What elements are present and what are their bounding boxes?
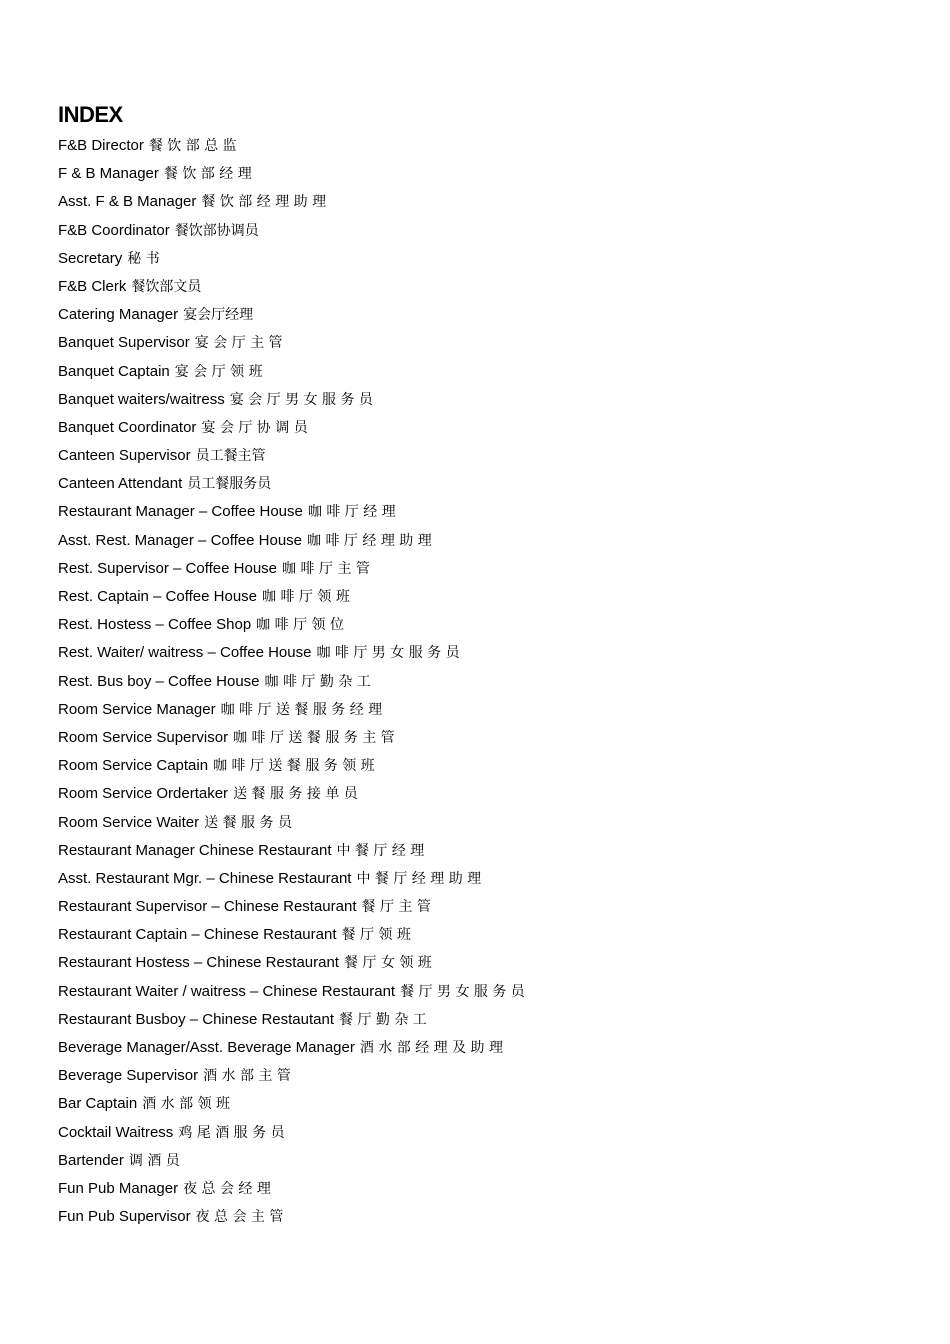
entry-english-title: Restaurant Manager – Coffee House: [58, 503, 303, 521]
entry-english-title: Asst. F & B Manager: [58, 193, 197, 211]
index-entry: [58, 160, 918, 188]
entry-english-title: Rest. Bus boy – Coffee House: [58, 672, 260, 690]
index-entry: [58, 893, 918, 921]
index-entry: [58, 1090, 918, 1118]
entry-english-title: Banquet Captain: [58, 362, 170, 380]
index-entry: [58, 583, 918, 611]
index-entry: [58, 358, 918, 386]
entry-english-title: F&B Coordinator: [58, 221, 170, 239]
index-entry: [58, 1062, 918, 1090]
entry-english-title: Asst. Restaurant Mgr. – Chinese Restaurant: [58, 869, 352, 887]
entry-chinese-title: 宴 会 厅 主 管: [194, 335, 283, 352]
entry-chinese-title: 中 餐 厅 经 理 助 理: [356, 870, 482, 887]
entry-chinese-title: 调 酒 员: [128, 1152, 180, 1169]
entry-english-title: Asst. Rest. Manager – Coffee House: [58, 531, 303, 549]
index-entry: [58, 470, 918, 498]
index-entry: [58, 273, 918, 301]
index-entry: [58, 1203, 918, 1231]
entry-chinese-title: 夜 总 会 经 理: [183, 1180, 271, 1197]
index-entry: [58, 668, 918, 696]
entry-chinese-title: 酒 水 部 主 管: [203, 1068, 291, 1085]
entry-english-title: Bar Captain: [58, 1095, 138, 1113]
entry-chinese-title: 餐饮部文员: [131, 278, 202, 295]
entry-chinese-title: 餐 厅 主 管: [361, 899, 431, 916]
entry-english-title: Restaurant Busboy – Chinese Restautant: [58, 1010, 334, 1028]
entry-chinese-title: 餐 饮 部 经 理: [163, 166, 252, 183]
entry-chinese-title: 鸡 尾 酒 服 务 员: [178, 1124, 285, 1141]
entry-chinese-title: 员工餐主管: [195, 448, 266, 465]
index-entry: [58, 1147, 918, 1175]
index-entry: [58, 1006, 918, 1034]
index-entry: [58, 1034, 918, 1062]
index-entry: [58, 498, 918, 526]
index-entry: [58, 132, 918, 160]
entry-english-title: Restaurant Hostess – Chinese Restaurant: [58, 954, 339, 972]
entry-chinese-title: 送 餐 服 务 接 单 员: [233, 786, 358, 803]
entry-chinese-title: 咖 啡 厅 领 班: [262, 589, 350, 605]
entry-chinese-title: 员工餐服务员: [187, 476, 272, 493]
document-page: [58, 100, 918, 1231]
index-entry: [58, 752, 918, 780]
entry-english-title: Banquet waiters/waitress: [58, 390, 225, 408]
index-entry: [58, 611, 918, 639]
entry-chinese-title: 咖 啡 厅 经 理 助 理: [307, 532, 432, 549]
entry-chinese-title: 夜 总 会 主 管: [195, 1209, 284, 1226]
entry-chinese-title: 餐 厅 勤 杂 工: [339, 1011, 427, 1028]
entry-chinese-title: 咖 啡 厅 勤 杂 工: [264, 673, 371, 690]
entry-chinese-title: 咖 啡 厅 经 理: [307, 504, 396, 521]
entry-chinese-title: 宴 会 厅 领 班: [174, 363, 263, 380]
entry-chinese-title: 咖 啡 厅 男 女 服 务 员: [316, 645, 460, 662]
entry-english-title: Room Service Waiter: [58, 813, 200, 831]
index-entry: [58, 921, 918, 949]
index-entry: [58, 865, 918, 893]
entry-chinese-title: 宴会厅经理: [183, 307, 254, 324]
entry-english-title: Room Service Supervisor: [58, 728, 229, 746]
entry-english-title: Restaurant Supervisor – Chinese Restaurant: [58, 898, 357, 916]
index-entry: [58, 809, 918, 837]
entry-chinese-title: 餐饮部协调员: [174, 222, 259, 239]
entry-english-title: Rest. Waiter/ waitress – Coffee House: [58, 644, 312, 662]
entry-english-title: Room Service Manager: [58, 700, 216, 718]
index-entry: [58, 978, 918, 1006]
index-entry: [58, 217, 918, 245]
entry-english-title: Secretary: [58, 249, 123, 267]
entry-chinese-title: 秘 书: [127, 250, 160, 267]
index-entry: [58, 780, 918, 808]
index-entry: [58, 442, 918, 470]
index-entry: [58, 386, 918, 414]
entry-chinese-title: 餐 厅 男 女 服 务 员: [400, 983, 525, 1000]
entry-english-title: Room Service Ordertaker: [58, 785, 229, 803]
entry-english-title: Restaurant Manager Chinese Restaurant: [58, 841, 332, 859]
index-entry: [58, 696, 918, 724]
entry-english-title: Cocktail Waitress: [58, 1123, 174, 1141]
index-entry: [58, 245, 918, 273]
entry-english-title: Canteen Supervisor: [58, 447, 191, 465]
entry-english-title: F&B Director: [58, 137, 144, 154]
entry-english-title: Banquet Supervisor: [58, 334, 190, 352]
entry-english-title: F & B Manager: [58, 165, 159, 183]
entry-english-title: Rest. Supervisor – Coffee House: [58, 559, 278, 577]
index-entry: [58, 301, 918, 329]
index-entry: [58, 555, 918, 583]
entry-chinese-title: 餐 厅 女 领 班: [343, 955, 432, 972]
entry-chinese-title: 送 餐 服 务 员: [204, 814, 292, 831]
entry-english-title: Rest. Hostess – Coffee Shop: [58, 616, 252, 634]
index-heading: INDEX: [58, 102, 123, 127]
index-entry: [58, 414, 918, 442]
entry-chinese-title: 咖 啡 厅 领 位: [256, 617, 344, 634]
entry-chinese-title: 咖 啡 厅 送 餐 服 务 经 理: [220, 701, 383, 718]
index-entry: [58, 1175, 918, 1203]
entry-chinese-title: 中 餐 厅 经 理: [336, 842, 425, 859]
entry-chinese-title: 宴 会 厅 男 女 服 务 员: [229, 391, 373, 408]
entry-english-title: Beverage Manager/Asst. Beverage Manager: [58, 1039, 355, 1056]
index-entry: [58, 188, 918, 216]
entry-english-title: Canteen Attendant: [58, 475, 183, 493]
index-entry: [58, 527, 918, 555]
entry-chinese-title: 餐 饮 部 经 理 助 理: [201, 194, 327, 211]
entry-english-title: Beverage Supervisor: [58, 1067, 199, 1085]
entry-english-title: Catering Manager: [58, 306, 179, 324]
entry-english-title: Room Service Captain: [58, 757, 209, 775]
entry-chinese-title: 咖 啡 厅 送 餐 服 务 领 班: [213, 758, 375, 775]
entry-chinese-title: 餐 饮 部 总 监: [148, 138, 237, 154]
entry-english-title: Fun Pub Manager: [58, 1179, 179, 1197]
entry-chinese-title: 餐 厅 领 班: [341, 927, 411, 944]
entry-english-title: Rest. Captain – Coffee House: [58, 588, 258, 605]
entry-english-title: F&B Clerk: [58, 277, 127, 295]
entry-chinese-title: 宴 会 厅 协 调 员: [201, 419, 308, 436]
entry-english-title: Banquet Coordinator: [58, 418, 197, 436]
index-entry: [58, 329, 918, 357]
index-entry: [58, 1119, 918, 1147]
entry-english-title: Restaurant Captain – Chinese Restaurant: [58, 926, 337, 944]
entry-english-title: Bartender: [58, 1151, 124, 1169]
entry-english-title: Restaurant Waiter / waitress – Chinese Restaurant: [58, 982, 396, 1000]
entry-chinese-title: 咖 啡 厅 送 餐 服 务 主 管: [233, 729, 395, 746]
index-list: [58, 132, 918, 1231]
entry-english-title: Fun Pub Supervisor: [58, 1208, 191, 1226]
index-entry: [58, 837, 918, 865]
entry-chinese-title: 酒 水 部 领 班: [142, 1096, 231, 1113]
index-entry: [58, 639, 918, 667]
entry-chinese-title: 酒 水 部 经 理 及 助 理: [359, 1040, 503, 1056]
index-entry: [58, 724, 918, 752]
index-entry: [58, 949, 918, 977]
entry-chinese-title: 咖 啡 厅 主 管: [282, 560, 370, 577]
